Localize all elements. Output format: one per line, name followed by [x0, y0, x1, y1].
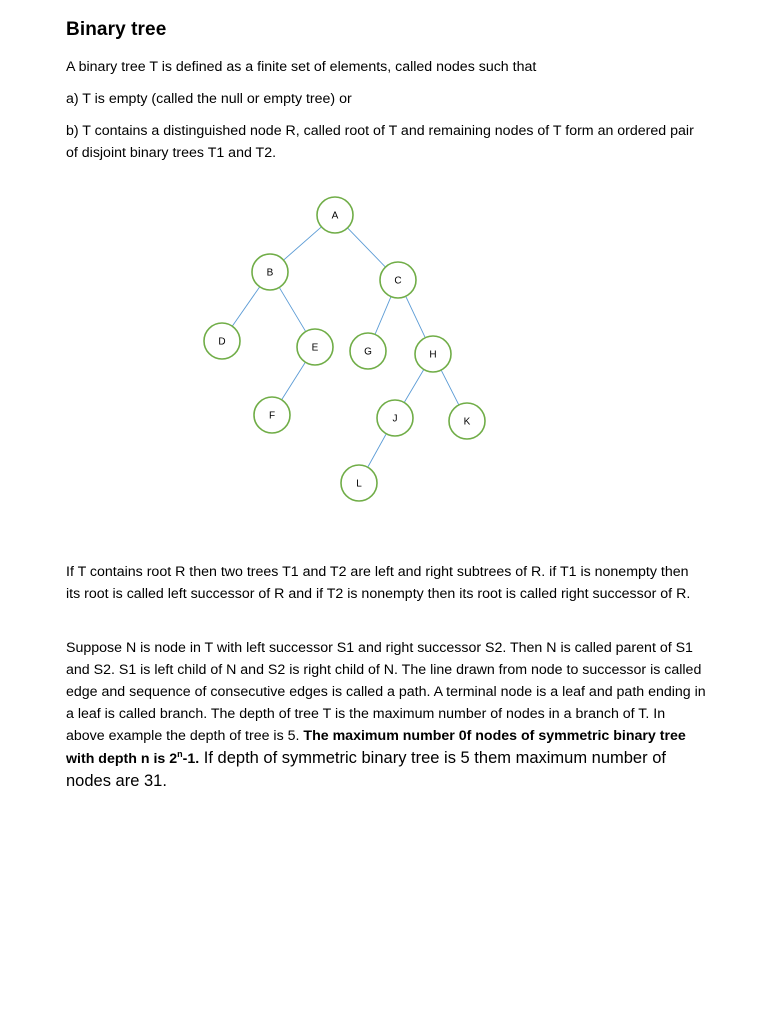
- edge-a-b: [283, 226, 322, 261]
- node-label: D: [218, 336, 226, 348]
- depth-example-text: If depth of symmetric binary tree is 5 them maximum number of nodes are 31.: [66, 749, 666, 790]
- definition-text: A binary tree T is defined as a finite set of elements, called nodes such that: [66, 59, 537, 75]
- edge-j-l: [367, 433, 387, 468]
- edge-e-f: [281, 361, 306, 400]
- edge-a-c: [347, 227, 386, 268]
- tree-node-g: [350, 333, 386, 369]
- tree-node-e: [297, 329, 333, 365]
- binary-tree-diagram: [0, 180, 768, 520]
- node-label: L: [356, 478, 362, 490]
- edge-c-h: [405, 295, 425, 338]
- page-title: Binary tree: [66, 19, 167, 40]
- edge-b-d: [232, 286, 261, 327]
- node-label: K: [463, 416, 471, 428]
- node-label: H: [429, 349, 437, 361]
- tree-node-b: [252, 254, 288, 290]
- node-label: E: [311, 342, 319, 354]
- tree-node-h: [415, 336, 451, 372]
- list-item-a: a) T is empty (called the null or empty tree) or: [66, 91, 352, 107]
- edge-h-j: [404, 369, 425, 404]
- list-item-b: b) T contains a distinguished node R, called root of T and remaining nodes of T form an ordered pair of disjoint binary trees T1 and T2.: [66, 123, 694, 161]
- edge-h-k: [441, 369, 460, 406]
- node-label: B: [266, 267, 274, 279]
- tree-node-d: [204, 323, 240, 359]
- edge-c-g: [375, 296, 392, 336]
- tree-node-f: [254, 397, 290, 433]
- tree-node-a: [317, 197, 353, 233]
- exponent-n: n: [177, 749, 183, 759]
- node-label: J: [392, 413, 398, 425]
- node-label: C: [394, 275, 402, 287]
- node-label: F: [268, 410, 276, 422]
- tree-node-c: [380, 262, 416, 298]
- parent-paragraph-text: Suppose N is node in T with left successor S1 and right successor S2. Then N is called parent of S1 and S2. S1 is left child of N and S2 is right child of N. The line drawn from node to successor is called edge and sequence of consecutive edges is called a path. A terminal node is a leaf and path ending in a leaf is called branch. The depth of tree T is the maximum number of nodes in a branch of T. In above example the depth of tree is 5.: [66, 640, 706, 744]
- parent-paragraph: [66, 637, 706, 793]
- max-nodes-statement-end: -1.: [182, 751, 200, 767]
- edge-b-e: [279, 287, 307, 333]
- tree-node-l: [341, 465, 377, 501]
- node-label: A: [331, 210, 339, 222]
- tree-node-j: [377, 400, 413, 436]
- node-label: G: [364, 346, 372, 358]
- max-nodes-statement-text: The maximum number 0f nodes of symmetric binary tree with depth n is 2: [66, 728, 686, 767]
- tree-node-k: [449, 403, 485, 439]
- subtrees-paragraph: If T contains root R then two trees T1 and T2 are left and right subtrees of R. if T1 is nonempty then its root is called left successor of R and if T2 is nonempty then its root is called right successor of R.: [66, 564, 691, 602]
